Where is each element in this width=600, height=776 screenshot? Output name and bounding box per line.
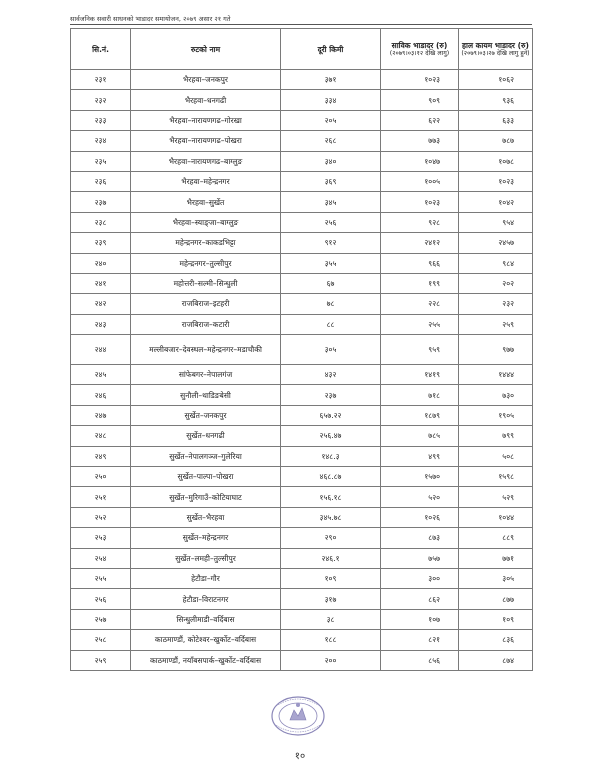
cell-distance: ६५७.२२ <box>281 405 381 425</box>
cell-sn: २५१ <box>71 487 131 507</box>
table-row <box>71 212 533 232</box>
cell-distance: ३०५ <box>281 335 381 365</box>
table-body <box>71 70 533 671</box>
cell-prev-fare: ६२२ <box>381 110 459 130</box>
cell-curr-fare: १०४४ <box>459 507 533 527</box>
column-header-distance: दूरी किमी <box>281 29 381 70</box>
table-row <box>71 294 533 314</box>
cell-sn: २४६ <box>71 385 131 405</box>
cell-prev-fare: १४१९ <box>381 365 459 385</box>
cell-distance: २३७ <box>281 385 381 405</box>
table-row <box>71 467 533 487</box>
cell-distance: ३४० <box>281 151 381 171</box>
column-header-curr-fare <box>459 29 533 70</box>
cell-curr-fare: ९८४ <box>459 253 533 273</box>
table-row <box>71 131 533 151</box>
cell-distance: ३८ <box>281 609 381 629</box>
cell-curr-fare: १५९८ <box>459 467 533 487</box>
cell-distance: ३१७ <box>281 589 381 609</box>
cell-prev-fare: ७१८ <box>381 385 459 405</box>
cell-distance: ३३४ <box>281 90 381 110</box>
cell-prev-fare: ५२० <box>381 487 459 507</box>
cell-prev-fare: २५५ <box>381 314 459 334</box>
cell-curr-fare: ९७७ <box>459 335 533 365</box>
cell-route: महेन्द्रनगर–काकडभिट्टा <box>131 233 281 253</box>
cell-distance: १०९ <box>281 568 381 588</box>
cell-prev-fare: १९९ <box>381 273 459 293</box>
cell-prev-fare: १०२३ <box>381 192 459 212</box>
cell-route: भैरहवा–नारायणगढ–गोरखा <box>131 110 281 130</box>
table-row <box>71 171 533 191</box>
cell-route: सुर्खेत–जनकपुर <box>131 405 281 425</box>
cell-route: सुनौली–थाडिङबेसी <box>131 385 281 405</box>
table-row <box>71 110 533 130</box>
table-row <box>71 650 533 670</box>
column-header-prev-fare <box>381 29 459 70</box>
cell-distance: ३५५ <box>281 253 381 273</box>
cell-prev-fare: १०७ <box>381 609 459 629</box>
cell-curr-fare: ८७४ <box>459 650 533 670</box>
cell-prev-fare: ९०९ <box>381 90 459 110</box>
cell-prev-fare: २४१२ <box>381 233 459 253</box>
cell-prev-fare: ७८५ <box>381 426 459 446</box>
cell-route: महोत्तरी–सल्मी–सिन्धुली <box>131 273 281 293</box>
cell-prev-fare: १०४७ <box>381 151 459 171</box>
document-header: सार्वजनिक सवारी साधनको भाडादर समायोजन, २०७९ असार २१ गते <box>70 15 231 23</box>
cell-prev-fare: ९२८ <box>381 212 459 232</box>
cell-sn: २५३ <box>71 528 131 548</box>
cell-route: सुर्खेत–धनगढी <box>131 426 281 446</box>
fare-table <box>70 28 533 671</box>
cell-route: भैरहवा–नारायणगढ–पोखरा <box>131 131 281 151</box>
cell-prev-fare: ८५६ <box>381 650 459 670</box>
table-row <box>71 253 533 273</box>
table-row <box>71 314 533 334</box>
table-row <box>71 192 533 212</box>
cell-curr-fare: ८८९ <box>459 528 533 548</box>
cell-distance: १८८ <box>281 630 381 650</box>
cell-sn: २३१ <box>71 70 131 90</box>
cell-sn: २४२ <box>71 294 131 314</box>
table-row <box>71 446 533 466</box>
cell-route: सांफेबगर–नेपालगंज <box>131 365 281 385</box>
cell-prev-fare: ९५९ <box>381 335 459 365</box>
cell-distance: ७८ <box>281 294 381 314</box>
table-row <box>71 385 533 405</box>
cell-distance: ३४५.७८ <box>281 507 381 527</box>
cell-curr-fare: ९५४ <box>459 212 533 232</box>
cell-curr-fare: १९०५ <box>459 405 533 425</box>
cell-route: मल्लीबजार–देवस्थल–महेन्द्रनगर–मडाचौकी <box>131 335 281 365</box>
cell-route: राजबिराज–इटहरी <box>131 294 281 314</box>
table-row <box>71 365 533 385</box>
table-row <box>71 568 533 588</box>
table-row <box>71 426 533 446</box>
cell-prev-fare: ७५७ <box>381 548 459 568</box>
cell-curr-fare: १४४४ <box>459 365 533 385</box>
cell-sn: २३४ <box>71 131 131 151</box>
cell-sn: २५६ <box>71 589 131 609</box>
column-header-route: रुटको नाम <box>131 29 281 70</box>
cell-prev-fare: ७७३ <box>381 131 459 151</box>
table-row <box>71 528 533 548</box>
cell-curr-fare: १०४२ <box>459 192 533 212</box>
table-row <box>71 609 533 629</box>
cell-sn: २४३ <box>71 314 131 334</box>
cell-sn: २५८ <box>71 630 131 650</box>
table-row <box>71 548 533 568</box>
cell-sn: २३७ <box>71 192 131 212</box>
table-row <box>71 487 533 507</box>
cell-curr-fare: ७८७ <box>459 131 533 151</box>
cell-curr-fare: ८३६ <box>459 630 533 650</box>
table-row <box>71 151 533 171</box>
cell-prev-fare: ८६२ <box>381 589 459 609</box>
cell-curr-fare: १०७८ <box>459 151 533 171</box>
cell-distance: ३४५ <box>281 192 381 212</box>
cell-sn: २४१ <box>71 273 131 293</box>
cell-distance: २०० <box>281 650 381 670</box>
cell-distance: ४६८.८७ <box>281 467 381 487</box>
cell-curr-fare: ७७१ <box>459 548 533 568</box>
cell-sn: २५५ <box>71 568 131 588</box>
cell-sn: २३८ <box>71 212 131 232</box>
cell-curr-fare: ५२९ <box>459 487 533 507</box>
cell-prev-fare: १०२३ <box>381 70 459 90</box>
cell-sn: २३३ <box>71 110 131 130</box>
cell-route: सिन्धुलीमाडी–वर्दिबास <box>131 609 281 629</box>
prev-fare-note: (२०७९।०३।१२ देखि लागु) <box>389 49 450 57</box>
cell-curr-fare: ७९९ <box>459 426 533 446</box>
cell-distance: ८८ <box>281 314 381 334</box>
cell-route: सुर्खेत–नेपालगञ्ज–गुलेरिया <box>131 446 281 466</box>
cell-route: सुर्खेत–महेन्द्रनगर <box>131 528 281 548</box>
cell-distance: ३६९ <box>281 171 381 191</box>
cell-curr-fare: १०६२ <box>459 70 533 90</box>
cell-prev-fare: ८२१ <box>381 630 459 650</box>
table-row <box>71 589 533 609</box>
cell-prev-fare: १५७० <box>381 467 459 487</box>
cell-sn: २३५ <box>71 151 131 171</box>
table-row <box>71 70 533 90</box>
cell-sn: २५४ <box>71 548 131 568</box>
cell-route: भैरहवा–धनगढी <box>131 90 281 110</box>
cell-sn: २४४ <box>71 335 131 365</box>
cell-curr-fare: ८७७ <box>459 589 533 609</box>
cell-prev-fare: १०२६ <box>381 507 459 527</box>
cell-curr-fare: १०९ <box>459 609 533 629</box>
cell-curr-fare: ३०५ <box>459 568 533 588</box>
cell-distance: ९१२ <box>281 233 381 253</box>
cell-sn: २३६ <box>71 171 131 191</box>
table-row <box>71 233 533 253</box>
cell-route: सुर्खेत–पाल्पा–पोखरा <box>131 467 281 487</box>
cell-sn: २४८ <box>71 426 131 446</box>
table-header-row <box>71 29 533 70</box>
cell-sn: २४५ <box>71 365 131 385</box>
cell-distance: २०५ <box>281 110 381 130</box>
cell-prev-fare: ८७३ <box>381 528 459 548</box>
cell-sn: २३९ <box>71 233 131 253</box>
cell-route: सुर्खेत–भैरहवा <box>131 507 281 527</box>
cell-distance: २५६ <box>281 212 381 232</box>
cell-prev-fare: ९६६ <box>381 253 459 273</box>
table-row <box>71 405 533 425</box>
cell-route: सुर्खेत–मुरिगाउँ–कोटियाघाट <box>131 487 281 507</box>
cell-prev-fare: २२८ <box>381 294 459 314</box>
cell-route: भैरहवा–नारायणगढ–बाग्लुङ <box>131 151 281 171</box>
page-number: १० <box>294 751 306 762</box>
cell-distance: ६७ <box>281 273 381 293</box>
cell-curr-fare: ६३३ <box>459 110 533 130</box>
header-rule <box>70 24 532 25</box>
cell-route: काठमाण्डौं, कोटेश्वर–खुर्कोट–वर्दिबास <box>131 630 281 650</box>
curr-fare-note: (२०७९।०३।२७ देखि लागु हुने) <box>461 49 530 57</box>
prev-fare-label: साविक भाडादर (रु) <box>391 40 448 50</box>
cell-distance: २९० <box>281 528 381 548</box>
cell-distance: २४६.१ <box>281 548 381 568</box>
cell-distance: १४८.३ <box>281 446 381 466</box>
cell-sn: २५० <box>71 467 131 487</box>
cell-route: भैरहवा–स्याङ्जा–बाग्लुङ <box>131 212 281 232</box>
cell-sn: २४७ <box>71 405 131 425</box>
cell-sn: २४९ <box>71 446 131 466</box>
table-row <box>71 630 533 650</box>
cell-route: भैरहवा–सुर्खेत <box>131 192 281 212</box>
cell-route: सुर्खेत–लमही–तुल्सीपुर <box>131 548 281 568</box>
cell-prev-fare: ३०० <box>381 568 459 588</box>
cell-route: भैरहवा–महेन्द्रनगर <box>131 171 281 191</box>
government-seal-icon <box>268 694 328 738</box>
cell-sn: २४० <box>71 253 131 273</box>
cell-route: हेटौडा–विराटनगर <box>131 589 281 609</box>
cell-sn: २५२ <box>71 507 131 527</box>
table-row <box>71 273 533 293</box>
cell-curr-fare: १०२३ <box>459 171 533 191</box>
cell-curr-fare: ९३६ <box>459 90 533 110</box>
cell-curr-fare: २३२ <box>459 294 533 314</box>
cell-distance: २६८ <box>281 131 381 151</box>
table-row <box>71 90 533 110</box>
cell-curr-fare: २४५७ <box>459 233 533 253</box>
cell-route: राजबिराज–कटारी <box>131 314 281 334</box>
cell-prev-fare: १००५ <box>381 171 459 191</box>
cell-curr-fare: ७३० <box>459 385 533 405</box>
cell-distance: ३७१ <box>281 70 381 90</box>
cell-prev-fare: १८७९ <box>381 405 459 425</box>
column-header-sn: सि.नं. <box>71 29 131 70</box>
table-row <box>71 507 533 527</box>
cell-distance: १५६.१८ <box>281 487 381 507</box>
cell-prev-fare: ४९९ <box>381 446 459 466</box>
curr-fare-label: हाल कायम भाडादर (रु) <box>462 40 529 50</box>
cell-sn: २३२ <box>71 90 131 110</box>
cell-distance: ४३२ <box>281 365 381 385</box>
cell-route: काठमाण्डौं, नयाँबसपार्क–खुर्कोट–वर्दिबास <box>131 650 281 670</box>
cell-route: भैरहवा–जनकपुर <box>131 70 281 90</box>
cell-sn: २५९ <box>71 650 131 670</box>
cell-route: हेटौडा–गौर <box>131 568 281 588</box>
cell-curr-fare: २०२ <box>459 273 533 293</box>
cell-sn: २५७ <box>71 609 131 629</box>
table-row <box>71 335 533 365</box>
cell-curr-fare: ५०८ <box>459 446 533 466</box>
cell-route: महेन्द्रनगर–तुल्सीपुर <box>131 253 281 273</box>
cell-distance: २५६.४७ <box>281 426 381 446</box>
cell-curr-fare: २५९ <box>459 314 533 334</box>
